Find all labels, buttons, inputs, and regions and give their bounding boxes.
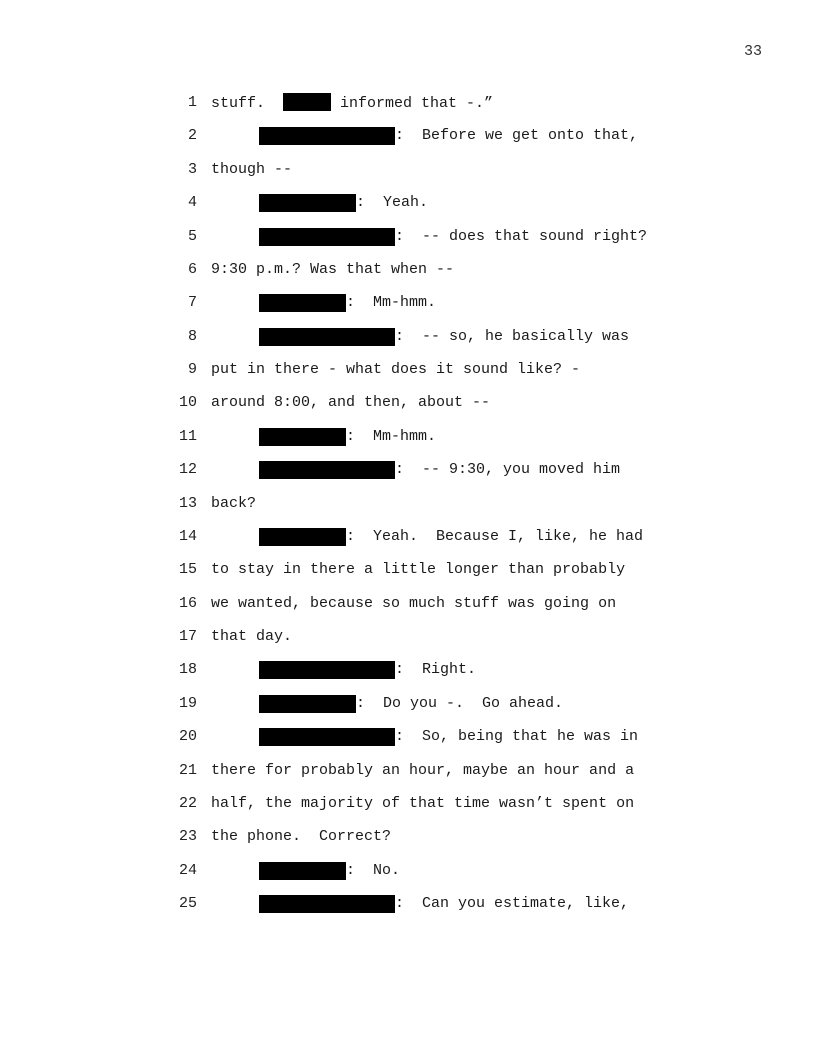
line-number: 6 — [187, 260, 197, 278]
speaker-text: : No. — [346, 861, 401, 879]
line-number: 12 — [178, 461, 197, 479]
transcript-line — [0, 293, 816, 313]
transcript-line — [0, 527, 816, 547]
speaker-text: : -- does that sound right? — [395, 227, 648, 245]
line-text: half, the majority of that time wasn’t spent on — [211, 794, 635, 812]
redacted-name — [283, 93, 331, 111]
page-number: 33 — [743, 43, 762, 60]
transcript-line — [0, 694, 816, 714]
line-number: 14 — [178, 527, 197, 545]
text-after-redaction: informed that -.” — [331, 95, 494, 112]
speaker-text: : Can you estimate, like, — [395, 895, 630, 913]
redacted-speaker-name — [259, 461, 395, 479]
line-text: that day. — [211, 628, 293, 646]
line-text: to stay in there a little longer than probably — [211, 561, 626, 579]
line-number: 16 — [178, 594, 197, 612]
transcript-line — [0, 794, 816, 814]
line-number: 7 — [187, 294, 197, 312]
line-text: we wanted, because so much stuff was going on — [211, 594, 617, 612]
speaker-text: : Do you -. Go ahead. — [356, 694, 564, 712]
transcript-line — [0, 193, 816, 213]
speaker-text: : -- so, he basically was — [395, 327, 630, 345]
line-number: 18 — [178, 661, 197, 679]
redacted-speaker-name — [259, 228, 395, 246]
line-text: around 8:00, and then, about -- — [211, 394, 491, 412]
redacted-speaker-name — [259, 194, 356, 212]
line-text: 9:30 p.m.? Was that when -- — [211, 260, 455, 278]
line-number: 4 — [187, 194, 197, 212]
speaker-text: : Right. — [395, 661, 477, 679]
speaker-text: : Mm-hmm. — [346, 427, 437, 445]
redacted-speaker-name — [259, 728, 395, 746]
transcript-line — [0, 93, 816, 113]
redacted-speaker-name — [259, 661, 395, 679]
line-number: 5 — [187, 227, 197, 245]
line-number: 1 — [187, 94, 197, 111]
line-number: 24 — [178, 861, 197, 879]
redacted-speaker-name — [259, 428, 346, 446]
line-number: 9 — [187, 361, 197, 379]
line-number: 22 — [178, 794, 197, 812]
transcript-line — [0, 427, 816, 447]
transcript-line — [0, 761, 816, 781]
line-number: 8 — [187, 327, 197, 345]
transcript-line — [0, 727, 816, 747]
speaker-text: : Yeah. Because I, like, he had — [346, 527, 644, 545]
transcript-line — [0, 260, 816, 280]
text-before-redaction: stuff. — [211, 95, 284, 112]
speaker-text: : Yeah. — [356, 194, 429, 212]
line-number: 25 — [178, 895, 197, 913]
speaker-text: : So, being that he was in — [395, 728, 639, 746]
line-number: 20 — [178, 728, 197, 746]
redacted-speaker-name — [259, 695, 356, 713]
line-number: 17 — [178, 628, 197, 646]
transcript-line — [0, 460, 816, 480]
line-number: 3 — [187, 160, 197, 178]
transcript-line — [0, 560, 816, 580]
line-text: back? — [211, 494, 257, 512]
line-number: 2 — [187, 127, 197, 145]
transcript-line — [0, 393, 816, 413]
transcript-line — [0, 894, 816, 914]
transcript-line — [0, 227, 816, 247]
line-number: 23 — [178, 828, 197, 846]
line-number: 10 — [178, 394, 197, 412]
transcript-line — [0, 594, 816, 614]
line-number: 11 — [178, 427, 197, 445]
transcript-line — [0, 126, 816, 146]
speaker-text: : Mm-hmm. — [346, 294, 437, 312]
redacted-speaker-name — [259, 528, 346, 546]
line-text — [211, 93, 493, 114]
redacted-speaker-name — [259, 862, 346, 880]
line-text: though -- — [211, 160, 293, 178]
redacted-speaker-name — [259, 328, 395, 346]
line-number: 21 — [178, 761, 197, 779]
speaker-text: : Before we get onto that, — [395, 127, 639, 145]
redacted-speaker-name — [259, 127, 395, 145]
line-text: there for probably an hour, maybe an hour and a — [211, 761, 635, 779]
line-number: 19 — [178, 694, 197, 712]
transcript-line — [0, 861, 816, 881]
transcript-line — [0, 627, 816, 647]
transcript-line — [0, 327, 816, 347]
line-number: 15 — [178, 561, 197, 579]
transcript-line — [0, 160, 816, 180]
redacted-speaker-name — [259, 294, 346, 312]
line-text: put in there - what does it sound like? - — [211, 361, 581, 379]
redacted-speaker-name — [259, 895, 395, 913]
transcript-line — [0, 660, 816, 680]
line-text: the phone. Correct? — [211, 828, 392, 846]
transcript-line — [0, 360, 816, 380]
transcript-line — [0, 827, 816, 847]
speaker-text: : -- 9:30, you moved him — [395, 461, 621, 479]
transcript-line — [0, 494, 816, 514]
line-number: 13 — [178, 494, 197, 512]
